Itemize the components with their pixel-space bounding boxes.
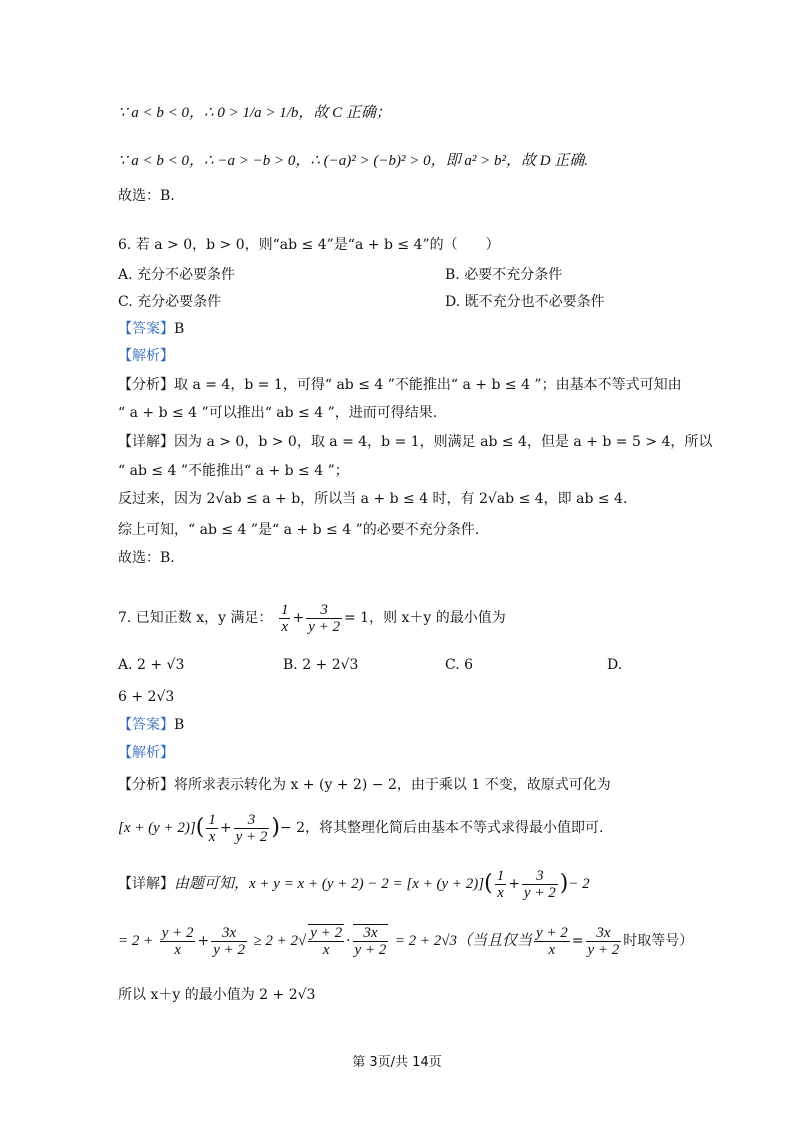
page-footer: 第 3页/共 14页 xyxy=(352,1055,442,1070)
q7-option-c: C. 6 xyxy=(445,657,474,673)
q6-detail-4: 综上可知，“ ab ≤ 4 ”是“ a + b ≤ 4 ”的必要不充分条件. xyxy=(118,522,480,538)
q7-option-d: D. xyxy=(607,657,623,673)
q6-option-d: D. 既不充分也不必要条件 xyxy=(445,294,605,310)
prev-line-d: ∵ a < b < 0，∴ −a > −b > 0，∴ (−a)² > (−b)² > 0，即 a² > b²，故 D 正确. xyxy=(118,153,589,169)
q7-detail-3: 所以 x＋y 的最小值为 2 + 2√3 xyxy=(118,987,316,1003)
q6-detail-1: 【详解】因为 a > 0，b > 0，取 a = 4，b = 1，则满足 ab ≤ 4，但是 a + b = 5 > 4，所以 xyxy=(118,434,713,450)
q6-analysis-tag: 【解析】 xyxy=(118,348,174,364)
q7-option-d-value: 6 + 2√3 xyxy=(118,689,175,705)
q7-option-a: A. 2 + √3 xyxy=(118,657,185,673)
q6-option-a: A. 充分不必要条件 xyxy=(118,267,236,283)
q6-question: 6. 若 a > 0，b > 0，则“ab ≤ 4”是“a + b ≤ 4”的（ ） xyxy=(118,237,500,253)
q6-option-b: B. 必要不充分条件 xyxy=(445,267,563,283)
answer-tag: 【答案】 xyxy=(118,321,174,337)
q7-answer: 【答案】B xyxy=(118,717,185,733)
q7-detail-2: = 2 + $\frac{y + 2}{x}$ + $\frac{3x}{y + 2}$ ≥ 2 + 2√ $\frac{y + 2}{x}$ · $\frac{3x}{y + 2}$ = 2 + 2√3（当且仅当 $\frac{y + 2}{x}$ = $\frac{3x}{y + 2}$ 时取等号） xyxy=(118,924,694,958)
q6-answer: 【答案】B xyxy=(118,321,185,337)
prev-line-c: ∵ a < b < 0，∴ 0 > 1/a > 1/b，故 C 正确； xyxy=(118,105,391,121)
q7-detail-1: 【详解】由题可知，x + y = x + (y + 2) − 2 = [x + (y + 2)]( $\frac{1}{x}$ + $\frac{3}{y + 2}$ )− 2 xyxy=(118,867,590,901)
q6-choose: 故选：B. xyxy=(118,550,175,566)
q6-fenxi-2: “ a + b ≤ 4 ”可以推出“ ab ≤ 4 ”，进而可得结果. xyxy=(118,405,438,421)
q7-question: 7. 已知正数 x，y 满足： $\frac{1}{x}$ + $\frac{3}{y + 2}$ = 1，则 x＋y 的最小值为 xyxy=(118,601,506,635)
q7-analysis-tag: 【解析】 xyxy=(118,745,174,761)
q6-fenxi-1: 【分析】取 a = 4，b = 1，可得“ ab ≤ 4 ”不能推出“ a + b ≤ 4 ”；由基本不等式可知由 xyxy=(118,377,682,393)
q7-fenxi-2: [x + (y + 2)]( $\frac{1}{x}$ + $\frac{3}{y + 2}$ )− 2，将其整理化简后由基本不等式求得最小值即可. xyxy=(118,811,604,845)
q7-frac-2: $\frac{3}{y + 2}$ xyxy=(308,601,340,635)
q6-detail-2: “ ab ≤ 4 ”不能推出“ a + b ≤ 4 ”； xyxy=(118,463,349,479)
answer-tag: 【答案】 xyxy=(118,717,174,733)
q7-frac-1: $\frac{1}{x}$ xyxy=(280,601,289,635)
fenxi-tag: 【分析】 xyxy=(118,777,174,793)
q6-option-c: C. 充分必要条件 xyxy=(118,294,222,310)
prev-choose: 故选：B. xyxy=(118,188,175,204)
q6-detail-3: 反过来，因为 2√ab ≤ a + b，所以当 a + b ≤ 4 时，有 2√ab ≤ 4，即 ab ≤ 4. xyxy=(118,491,628,507)
fenxi-tag: 【分析】 xyxy=(118,377,174,393)
detail-tag: 【详解】 xyxy=(118,434,174,450)
q7-option-b: B. 2 + 2√3 xyxy=(283,657,359,673)
detail-tag: 【详解】 xyxy=(118,876,174,892)
q7-fenxi-1: 【分析】将所求表示转化为 x + (y + 2) − 2，由于乘以 1 不变，故原式可化为 xyxy=(118,777,611,793)
